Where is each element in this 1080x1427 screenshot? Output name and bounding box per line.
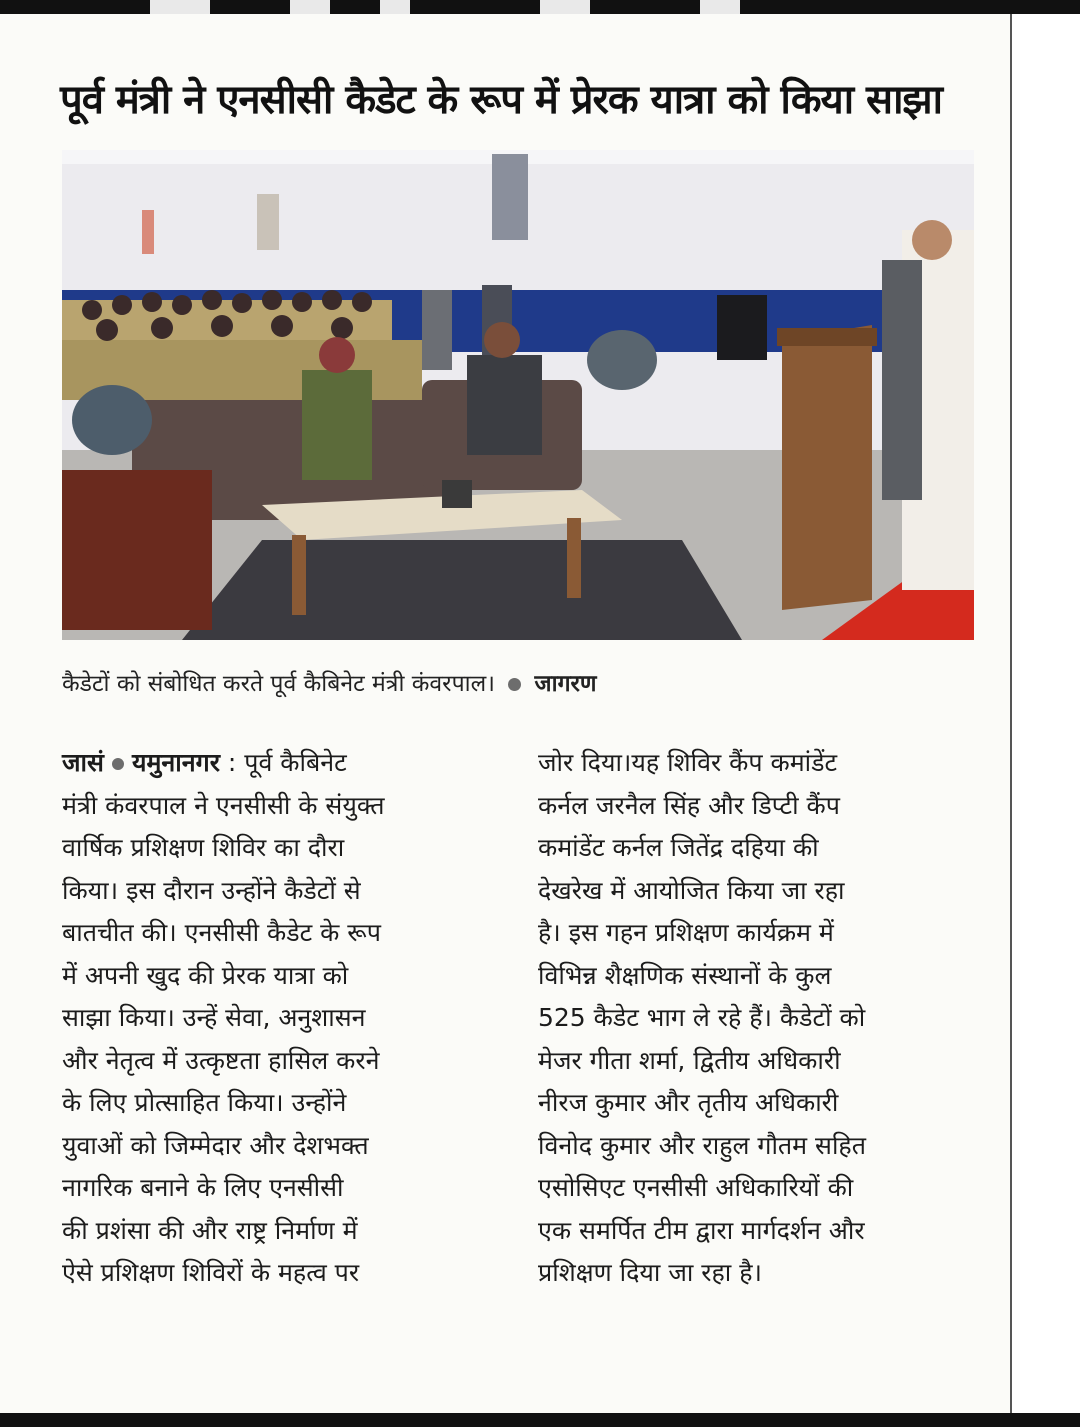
body-line: 525 कैडेट भाग ले रहे हैं। कैडेटों को [538, 1003, 866, 1032]
body-line: कर्नल जरनैल सिंह और डिप्टी कैंप [538, 790, 840, 820]
body-line: किया। इस दौरान उन्होंने कैडेटों से [62, 875, 361, 905]
article-column-left [62, 742, 502, 1295]
article-column-right [538, 742, 978, 1295]
body-line: मंत्री कंवरपाल ने एनसीसी के संयुक्त [62, 790, 385, 820]
body-line: साझा किया। उन्हें सेवा, अनुशासन [62, 1003, 366, 1032]
dateline-agency: जासं [62, 748, 104, 777]
body-line: विनोद कुमार और राहुल गौतम सहित [538, 1130, 866, 1160]
body-line: बातचीत की। एनसीसी कैडेट के रूप [62, 918, 381, 947]
body-line: कमांडेंट कर्नल जितेंद्र दहिया की [538, 833, 819, 862]
body-line: जोर दिया।यह शिविर कैंप कमांडेंट [538, 748, 838, 777]
bullet-dot [112, 758, 124, 770]
body-line: में अपनी खुद की प्रेरक यात्रा को [62, 960, 349, 990]
body-line: युवाओं को जिम्मेदार और देशभक्त [62, 1130, 369, 1160]
body-line: प्रशिक्षण दिया जा रहा है। [538, 1258, 762, 1287]
column-rule [1010, 14, 1012, 1413]
bottom-crop-bar [0, 1413, 1080, 1427]
body-line: देखरेख में आयोजित किया जा रहा [538, 875, 845, 905]
dateline-line [62, 742, 502, 785]
body-line: की प्रशंसा की और राष्ट्र निर्माण में [62, 1215, 358, 1245]
dateline-place: यमुनानगर [131, 748, 220, 777]
body-line: वार्षिक प्रशिक्षण शिविर का दौरा [62, 833, 345, 862]
headline: पूर्व मंत्री ने एनसीसी कैडेट के रूप में प्रेरक यात्रा को किया साझा [60, 77, 943, 123]
body-line: है। इस गहन प्रशिक्षण कार्यक्रम में [538, 918, 834, 947]
bullet-dot [508, 678, 521, 691]
photo-caption [62, 668, 974, 700]
news-photo [62, 150, 974, 640]
body-line: एक समर्पित टीम द्वारा मार्गदर्शन और [538, 1215, 865, 1245]
top-crop-bar [0, 0, 1080, 14]
body-line: : पूर्व कैबिनेट [227, 748, 347, 777]
body-line: और नेतृत्व में उत्कृष्टता हासिल करने [62, 1045, 380, 1075]
body-line: के लिए प्रोत्साहित किया। उन्होंने [62, 1088, 347, 1117]
caption-text: कैडेटों को संबोधित करते पूर्व कैबिनेट मंत्री कंवरपाल। [62, 671, 495, 697]
body-line: मेजर गीता शर्मा, द्वितीय अधिकारी [538, 1045, 841, 1075]
caption-credit: जागरण [534, 671, 597, 697]
body-line: नागरिक बनाने के लिए एनसीसी [62, 1173, 344, 1202]
body-line: एसोसिएट एनसीसी अधिकारियों की [538, 1173, 854, 1202]
body-line: नीरज कुमार और तृतीय अधिकारी [538, 1088, 839, 1117]
body-line: विभिन्न शैक्षणिक संस्थानों के कुल [538, 960, 832, 990]
body-line: ऐसे प्रशिक्षण शिविरों के महत्व पर [62, 1258, 360, 1287]
